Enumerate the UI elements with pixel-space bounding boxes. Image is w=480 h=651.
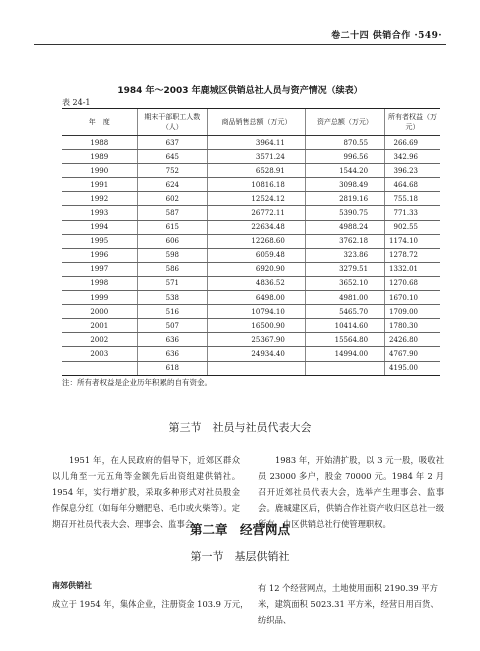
cell-staff: 602 [137, 192, 208, 206]
table-row [62, 220, 440, 234]
cell-assets: 14994.00 [305, 347, 384, 361]
cell-sales: 12524.12 [208, 192, 306, 206]
cell-staff: 606 [137, 234, 208, 248]
cell-year: 1995 [62, 234, 137, 248]
table-row [62, 178, 440, 192]
cell-sales: 4836.52 [208, 276, 306, 290]
cell-year: 1999 [62, 291, 137, 305]
cell-equity: 1270.68 [385, 276, 440, 290]
cell-staff: 516 [137, 305, 208, 319]
cell-sales: 25367.90 [208, 333, 306, 347]
header-assets: 资产总额（万元） [305, 109, 384, 136]
section-subtitle: 第一节 基层供销社 [190, 550, 290, 563]
cell-year [62, 361, 137, 375]
cell-equity: 1174.10 [385, 234, 440, 248]
cell-staff: 586 [137, 262, 208, 276]
cell-staff: 618 [137, 361, 208, 375]
paragraph-left-bottom: 成立于 1954 年，集体企业，注册资金 103.9 万元， [52, 599, 249, 609]
cell-staff: 636 [137, 347, 208, 361]
cell-year: 2002 [62, 333, 137, 347]
cell-sales: 12268.60 [208, 234, 306, 248]
table-row [62, 262, 440, 276]
cell-sales: 22634.48 [208, 220, 306, 234]
cell-sales: 6920.90 [208, 262, 306, 276]
paragraph-left: 1951 年，在人民政府的倡导下，近郊区群众以儿角至一元五角等金额先后出资组建供销社。1954 年，实行增扩股，采取多种形式对社员股金作保息分红（如每年分赠肥皂、毛巾或火柴等）。定期召开社员代表大会、理事会、监事会。 [52, 455, 240, 529]
table-row [62, 291, 440, 305]
table-id: 表 24-1 [62, 98, 91, 107]
cell-assets: 323.86 [305, 248, 384, 262]
running-head: 卷二十四 供销合作 ·549· [331, 31, 442, 41]
cell-assets: 870.55 [305, 136, 384, 150]
header-staff: 期末干部职工人数（人） [137, 109, 208, 136]
cell-year: 1990 [62, 164, 137, 178]
cell-sales: 16500.90 [208, 319, 306, 333]
cell-sales: 26772.11 [208, 206, 306, 220]
cell-equity: 1278.72 [385, 248, 440, 262]
cell-assets: 1544.20 [305, 164, 384, 178]
cell-equity: 464.68 [385, 178, 440, 192]
cell-equity: 1780.30 [385, 319, 440, 333]
section-title: 第三节 社员与社员代表大会 [168, 421, 312, 434]
paragraph-right-bottom: 有 12 个经营网点，土地使用面积 2190.39 平方米，建筑面积 5023.31 平方米，经营日用百货、纺织品、 [258, 583, 439, 625]
table-row [62, 234, 440, 248]
cell-equity: 1332.01 [385, 262, 440, 276]
table-row [62, 164, 440, 178]
cell-year: 1992 [62, 192, 137, 206]
cell-staff: 507 [137, 319, 208, 333]
cell-assets: 3652.10 [305, 276, 384, 290]
cell-year: 1996 [62, 248, 137, 262]
cell-staff: 615 [137, 220, 208, 234]
cell-assets: 3279.51 [305, 262, 384, 276]
table-row [62, 319, 440, 333]
cell-year: 1991 [62, 178, 137, 192]
cell-equity: 1709.00 [385, 305, 440, 319]
cell-sales: 10816.18 [208, 178, 306, 192]
subsection-heading: 南郊供销社 [52, 581, 92, 590]
cell-equity: 266.69 [385, 136, 440, 150]
table-row [62, 248, 440, 262]
cell-assets: 4981.00 [305, 291, 384, 305]
cell-staff: 624 [137, 178, 208, 192]
header-equity: 所有者权益（万元） [385, 109, 440, 136]
table-row [62, 276, 440, 290]
paragraph-right: 1983 年，开始清扩股，以 3 元一股，吸收社员 23000 多户，股金 70000 元。1984 年 2 月召开近郊社员代表大会，选举产生理事会、监事会。鹿城建区后，供销合作社资产收归区总社一级所有，由区供销总社行使管理职权。 [258, 455, 444, 529]
cell-sales: 3571.24 [208, 150, 306, 164]
header-year: 年 度 [62, 109, 137, 136]
cell-staff: 636 [137, 333, 208, 347]
cell-year: 2000 [62, 305, 137, 319]
cell-sales [208, 361, 306, 375]
cell-equity: 2426.80 [385, 333, 440, 347]
data-table [62, 108, 440, 376]
cell-assets: 15564.80 [305, 333, 384, 347]
table-row [62, 333, 440, 347]
cell-sales: 24934.40 [208, 347, 306, 361]
cell-assets: 5465.70 [305, 305, 384, 319]
cell-assets: 3098.49 [305, 178, 384, 192]
cell-sales: 3964.11 [208, 136, 306, 150]
table-row [62, 136, 440, 150]
table-row [62, 361, 440, 375]
table-row [62, 206, 440, 220]
cell-assets: 996.56 [305, 150, 384, 164]
cell-staff: 571 [137, 276, 208, 290]
cell-assets: 4988.24 [305, 220, 384, 234]
cell-equity: 4767.90 [385, 347, 440, 361]
cell-year: 1994 [62, 220, 137, 234]
table-row [62, 192, 440, 206]
header-sales: 商品销售总额（万元） [208, 109, 306, 136]
cell-sales: 6528.91 [208, 164, 306, 178]
cell-staff: 645 [137, 150, 208, 164]
table-title: 1984 年～2003 年鹿城区供销总社人员与资产情况（续表） [117, 86, 363, 96]
cell-equity: 342.96 [385, 150, 440, 164]
cell-staff: 598 [137, 248, 208, 262]
cell-staff: 538 [137, 291, 208, 305]
cell-staff: 752 [137, 164, 208, 178]
cell-year: 1993 [62, 206, 137, 220]
table-note: 注：所有者权益是企业历年积累的自有资金。 [62, 378, 212, 387]
cell-assets: 10414.60 [305, 319, 384, 333]
cell-year: 1998 [62, 276, 137, 290]
cell-staff: 637 [137, 136, 208, 150]
table-body [62, 136, 440, 376]
chapter-title: 第二章 经营网点 [189, 522, 290, 537]
table-row [62, 347, 440, 361]
cell-year: 1988 [62, 136, 137, 150]
cell-sales: 10794.10 [208, 305, 306, 319]
cell-equity: 1670.10 [385, 291, 440, 305]
cell-equity: 902.55 [385, 220, 440, 234]
cell-equity: 396.23 [385, 164, 440, 178]
cell-year: 1989 [62, 150, 137, 164]
cell-equity: 771.33 [385, 206, 440, 220]
cell-sales: 6498.00 [208, 291, 306, 305]
cell-assets: 2819.16 [305, 192, 384, 206]
cell-assets: 3762.18 [305, 234, 384, 248]
header-rule [34, 44, 446, 45]
cell-equity: 755.18 [385, 192, 440, 206]
cell-year: 2001 [62, 319, 137, 333]
table-row [62, 150, 440, 164]
cell-assets [305, 361, 384, 375]
table-row [62, 305, 440, 319]
cell-staff: 587 [137, 206, 208, 220]
cell-assets: 5390.75 [305, 206, 384, 220]
cell-sales: 6059.48 [208, 248, 306, 262]
cell-year: 2003 [62, 347, 137, 361]
table-header-row [62, 109, 440, 136]
cell-year: 1997 [62, 262, 137, 276]
cell-equity: 4195.00 [385, 361, 440, 375]
